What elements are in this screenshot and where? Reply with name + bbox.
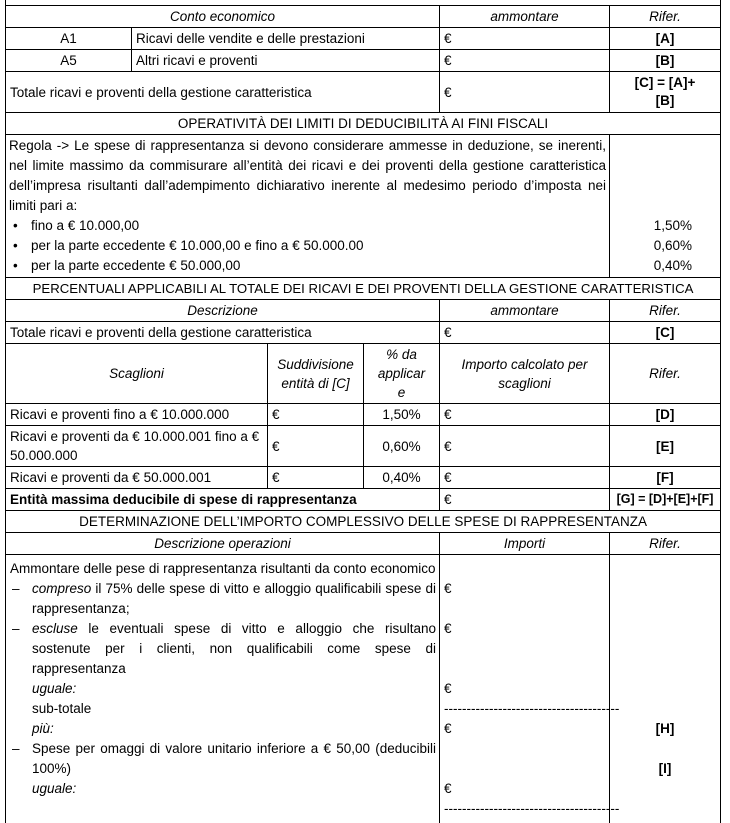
rule-text: Regola -> Le spese di rappresentanza si devono considerare ammesse in deduzione, se inerenti, nel limite massimo da commisurare all’entità dei ricavi e dei proventi della gestione caratteristica dell’impresa risultanti dall’adempimento dichiarativo inerente al medesimo periodo d’imposta nei limiti pari a:	[9, 136, 606, 216]
bullet-icon: •	[13, 236, 18, 256]
ref-column	[610, 555, 721, 823]
table-row	[6, 404, 721, 426]
sec3-header-row	[6, 300, 721, 322]
pct-value: 0,60%	[614, 236, 692, 256]
pct-header-line2: applicar	[368, 364, 435, 383]
list-item-text: per la parte eccedente € 50.000,00	[31, 258, 240, 273]
list-item	[9, 256, 606, 276]
total-amount-cell[interactable]: €	[440, 72, 610, 113]
bracket-desc: Ricavi e proventi fino a € 10.000.000	[6, 404, 268, 426]
bullet-icon: •	[13, 256, 18, 276]
bracket-pct: 1,50%	[364, 404, 440, 426]
code-cell: A1	[6, 28, 132, 50]
col-header-suddivisione: Suddivisione entità di [C]	[268, 344, 364, 404]
list-item	[10, 619, 436, 679]
col-header-descrizione-operazioni: Descrizione operazioni	[6, 533, 440, 555]
importo-field[interactable]: €	[444, 779, 605, 799]
code-cell: A5	[6, 50, 132, 72]
table-row	[6, 28, 721, 50]
max-ref: [G] = [D]+[E]+[F]	[610, 489, 721, 511]
intro-text: Ammontare delle pese di rappresentanza risultanti da conto economico	[10, 559, 436, 579]
subtotale-label: sub-totale	[10, 699, 436, 719]
bracket-desc: Ricavi e proventi da € 10.000.001 fino a € 50.000.000	[6, 426, 268, 467]
total-row	[6, 322, 721, 344]
list-item	[9, 236, 606, 256]
document	[5, 0, 720, 799]
sec4-body-row	[6, 555, 721, 823]
col-header-rifer: Rifer.	[610, 300, 721, 322]
amount-cell[interactable]: €	[440, 50, 610, 72]
pct-column	[610, 135, 721, 278]
importo-field[interactable]: €	[444, 619, 605, 639]
col-header-ammontare: ammontare	[440, 6, 610, 28]
max-desc: Entità massima deducibile di spese di rappresentanza	[6, 489, 440, 511]
col-header-percent	[364, 344, 440, 404]
limits-list	[9, 216, 606, 276]
bracket-ref: [F]	[610, 467, 721, 489]
operations-cell	[6, 555, 440, 823]
sec3-subheader-row	[6, 344, 721, 404]
col-header-importo: Importo calcolato per scaglioni	[440, 344, 610, 404]
subtotal-field[interactable]: €	[444, 719, 605, 739]
total-ref	[610, 72, 721, 113]
bracket-amount-cell[interactable]: €	[268, 467, 364, 489]
separator-line: ---------------------------------------	[444, 699, 605, 719]
sec4-header-row	[6, 533, 721, 555]
incl-text: il 75% delle spese di vitto e alloggio qualificabili spese di rappresentanza;	[32, 581, 436, 616]
bullet-icon: •	[13, 216, 18, 236]
bracket-desc: Ricavi e proventi da € 50.000.001	[6, 467, 268, 489]
list-item	[9, 216, 606, 236]
importo-field[interactable]: €	[444, 679, 605, 699]
dash-icon: –	[12, 579, 20, 599]
rule-cell	[6, 135, 610, 278]
desc-cell: Ricavi delle vendite e delle prestazioni	[132, 28, 440, 50]
pct-value: 1,50%	[614, 216, 692, 236]
bracket-ref: [E]	[610, 426, 721, 467]
list-item	[10, 739, 436, 779]
bracket-calc-cell[interactable]: €	[440, 426, 610, 467]
uguale-label: uguale:	[10, 779, 436, 799]
dash-icon: –	[12, 739, 20, 759]
excl-text: le eventuali spese di vitto e alloggio che risultano sostenute per i clienti, non qualificabili come spese di rappresentanza	[32, 621, 436, 676]
incl-keyword: compreso	[32, 581, 91, 596]
table-row	[6, 50, 721, 72]
piu-label: più:	[10, 719, 436, 739]
table-row	[6, 426, 721, 467]
sec2-title-row	[6, 113, 721, 135]
sec1-header-row	[6, 6, 721, 28]
list-item	[10, 579, 436, 619]
col-header-scaglioni: Scaglioni	[6, 344, 268, 404]
bracket-calc-cell[interactable]: €	[440, 467, 610, 489]
omaggi-list	[10, 739, 436, 779]
list-item-text: fino a € 10.000,00	[31, 218, 139, 233]
total-desc: Totale ricavi e proventi della gestione caratteristica	[6, 72, 440, 113]
list-item-text: per la parte eccedente € 10.000,00 e fino a € 50.000.00	[31, 238, 364, 253]
bracket-ref: [D]	[610, 404, 721, 426]
ref-cell: [B]	[610, 50, 721, 72]
omaggi-text: Spese per omaggi di valore unitario inferiore a € 50,00 (deducibili 100%)	[32, 741, 436, 776]
ref-h: [H]	[614, 719, 716, 739]
pct-header-line3: e	[368, 383, 435, 402]
col-header-importi: Importi	[440, 533, 610, 555]
total-amount-cell[interactable]: €	[440, 322, 610, 344]
col-header-rifer: Rifer.	[610, 344, 721, 404]
fiscal-table	[5, 0, 721, 823]
section-title: OPERATIVITÀ DEI LIMITI DI DEDUCIBILITÀ AI FINI FISCALI	[6, 113, 721, 135]
col-header-descrizione: Descrizione	[6, 300, 440, 322]
total-ref-line1: [C] = [A]+	[614, 74, 716, 92]
max-amount-cell[interactable]: €	[440, 489, 610, 511]
section-title: DETERMINAZIONE DELL’IMPORTO COMPLESSIVO DELLE SPESE DI RAPPRESENTANZA	[6, 511, 721, 533]
uguale-label: uguale:	[10, 679, 436, 699]
ref-cell: [A]	[610, 28, 721, 50]
importo-field[interactable]: €	[444, 579, 605, 599]
table-row	[6, 467, 721, 489]
col-header-rifer: Rifer.	[610, 6, 721, 28]
total-desc: Totale ricavi e proventi della gestione caratteristica	[6, 322, 440, 344]
section-title: PERCENTUALI APPLICABILI AL TOTALE DEI RICAVI E DEI PROVENTI DELLA GESTIONE CARATTERISTICA	[6, 278, 721, 300]
desc-cell: Altri ricavi e proventi	[132, 50, 440, 72]
max-deductible-row	[6, 489, 721, 511]
operations-list	[10, 579, 436, 679]
excl-keyword: escluse	[32, 621, 78, 636]
amount-cell[interactable]: €	[440, 28, 610, 50]
sec3-title-row	[6, 278, 721, 300]
bracket-pct: 0,40%	[364, 467, 440, 489]
total-ref: [C]	[610, 322, 721, 344]
separator-line: ---------------------------------------	[444, 799, 605, 819]
bracket-amount-cell[interactable]: €	[268, 404, 364, 426]
total-row	[6, 72, 721, 113]
sec2-body-row	[6, 135, 721, 278]
bracket-pct: 0,60%	[364, 426, 440, 467]
bracket-amount-cell[interactable]: €	[268, 426, 364, 467]
pct-value: 0,40%	[614, 256, 692, 276]
sec4-title-row	[6, 511, 721, 533]
dash-icon: –	[12, 619, 20, 639]
bracket-calc-cell[interactable]: €	[440, 404, 610, 426]
col-header-conto-economico: Conto economico	[6, 6, 440, 28]
pct-header-line1: % da	[368, 345, 435, 364]
importi-column	[440, 555, 610, 823]
total-ref-line2: [B]	[614, 92, 716, 110]
col-header-rifer: Rifer.	[610, 533, 721, 555]
col-header-ammontare: ammontare	[440, 300, 610, 322]
ref-i: [I]	[614, 759, 716, 779]
